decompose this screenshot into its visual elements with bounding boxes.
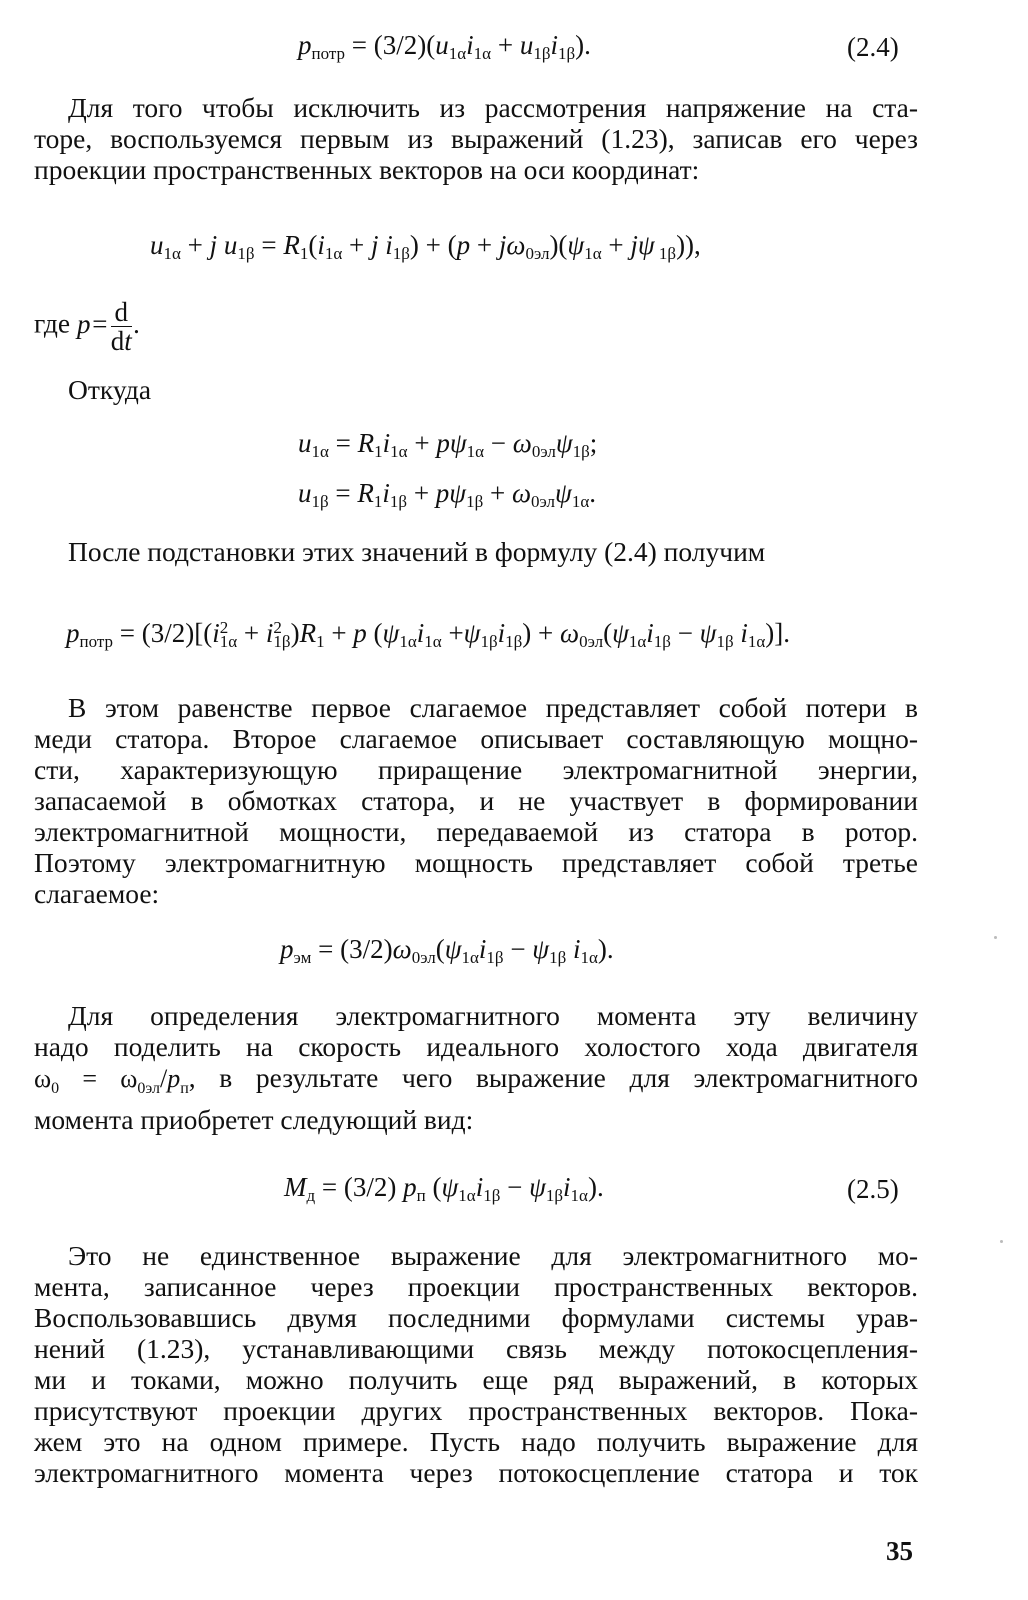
- text-line: меди статора. Второе слагаемое описывает составляющую мощно-: [34, 723, 918, 754]
- scan-speck: [1000, 1240, 1003, 1243]
- page-number: 35: [886, 1536, 913, 1566]
- paragraph-power-terms: [34, 692, 918, 909]
- text-fragment: , в результате чего выражение для электромагнитного: [188, 1062, 919, 1093]
- text-line: Откуда: [68, 374, 152, 405]
- text-line: После подстановки этих значений в формулу (2.4) получим: [68, 536, 766, 567]
- where-word: где: [34, 307, 71, 339]
- scan-speck: [994, 936, 997, 939]
- text-line: Поэтому электромагнитную мощность представляет собой третье: [34, 847, 918, 878]
- equation-u1alpha: $u_{1\alpha} = R_1i_{1\alpha} + p\psi_{1\alpha} - \omega_{0эл}\psi_{1\beta}$;: [298, 428, 598, 461]
- text-line: жем это на одном примере. Пусть надо получить выражение для: [34, 1426, 918, 1457]
- text-line: торе, воспользуемся первым из выражений (1.23), записав его через: [34, 123, 918, 154]
- text-line: электромагнитной мощности, передаваемой из статора в ротор.: [34, 816, 918, 847]
- paragraph-other-expressions: [34, 1240, 918, 1488]
- paragraph-substitution: [34, 536, 918, 567]
- text-line: ми и токами, можно получить еще ряд выражений, в которых: [34, 1364, 918, 1395]
- text-line: мента, записанное через проекции пространственных векторов.: [34, 1271, 918, 1302]
- text-line: слагаемое:: [34, 878, 160, 909]
- text-line: сти, характеризующую приращение электромагнитной энергии,: [34, 754, 918, 785]
- paragraph-torque-intro: [34, 1000, 918, 1135]
- text-line: электромагнитного момента через потокосцепление статора и ток: [34, 1457, 918, 1488]
- text-line: надо поделить на скорость идеального холостого хода двигателя: [34, 1031, 918, 1062]
- text-line: В этом равенстве первое слагаемое представляет собой потери в: [68, 692, 918, 723]
- text-line: Воспользовавшись двумя последними формулами системы урав-: [34, 1302, 918, 1333]
- text-line: Для определения электромагнитного момента эту величину: [68, 1000, 918, 1031]
- equation-2-5-number: (2.5): [847, 1174, 899, 1204]
- text-line: Для того чтобы исключить из рассмотрения напряжение на ста-: [68, 92, 918, 123]
- paragraph-from-here: [34, 374, 918, 405]
- text-line: запасаемой в обмотках статора, и не участвует в формировании: [34, 785, 918, 816]
- equation-voltage-vector: $u_{1\alpha} + j$ $u_{1\beta} = R_1(i_{1\alpha} + j$ $i_{1\beta}) + (p + j\omega_{0эл})(\psi_{1\alpha} + j\psi$ $_{1\beta}$)),: [150, 230, 701, 263]
- equation-em-power: $p_{эм} = (3/2)\omega_{0эл}(\psi_{1\alpha}i_{1\beta} - \psi_{1\beta}$ $i_{1\alpha}$).: [280, 934, 614, 967]
- text-line: присутствуют проекции других пространственных векторов. Пока-: [34, 1395, 918, 1426]
- definition-p: где p= $\frac{d}{dt}$ .: [34, 297, 141, 356]
- text-line: момента приобретет следующий вид:: [34, 1104, 474, 1136]
- equation-2-5: $M_д = (3/2)$ $p_п$ $(\psi_{1\alpha}i_{1\beta} - \psi_{1\beta}i_{1\alpha})$.: [284, 1172, 604, 1205]
- equation-u1beta: $u_{1\beta} = R_1i_{1\beta} + p\psi_{1\beta} + \omega_{0эл}\psi_{1\alpha}$.: [298, 478, 596, 511]
- equation-2-4: $p_{потр} = (3/2)(u_{1\alpha}i_{1\alpha} + u_{1\beta}i_{1\beta})$.: [298, 30, 591, 63]
- text-line: Это не единственное выражение для электромагнитного мо-: [68, 1240, 918, 1271]
- fraction-d-dt: $\frac{d}{dt}$: [110, 297, 132, 356]
- equation-power-expanded: $p_{потр} = (3/2)[(i$ 2 1α + i 2 1β )$R_1 + p$ $(\psi_{1\alpha}i_{1\alpha} +\psi_{1\beta}i_{1\beta}) + \omega_{0эл}(\psi_{1\alpha}i_{1\beta} - \psi_{1\beta}$ $i_{1\alpha}$)].: [66, 618, 791, 651]
- text-line: нений (1.23), устанавливающими связь между потокосцепления-: [34, 1333, 918, 1364]
- paragraph-intro: [34, 92, 918, 185]
- text-line-with-formula: $\omega_0 = \omega_{0эл}/p_п$, в результате чего выражение для электромагнитного: [34, 1062, 919, 1098]
- equation-2-4-number: (2.4): [847, 32, 899, 62]
- text-line: проекции пространственных векторов на оси координат:: [34, 154, 700, 185]
